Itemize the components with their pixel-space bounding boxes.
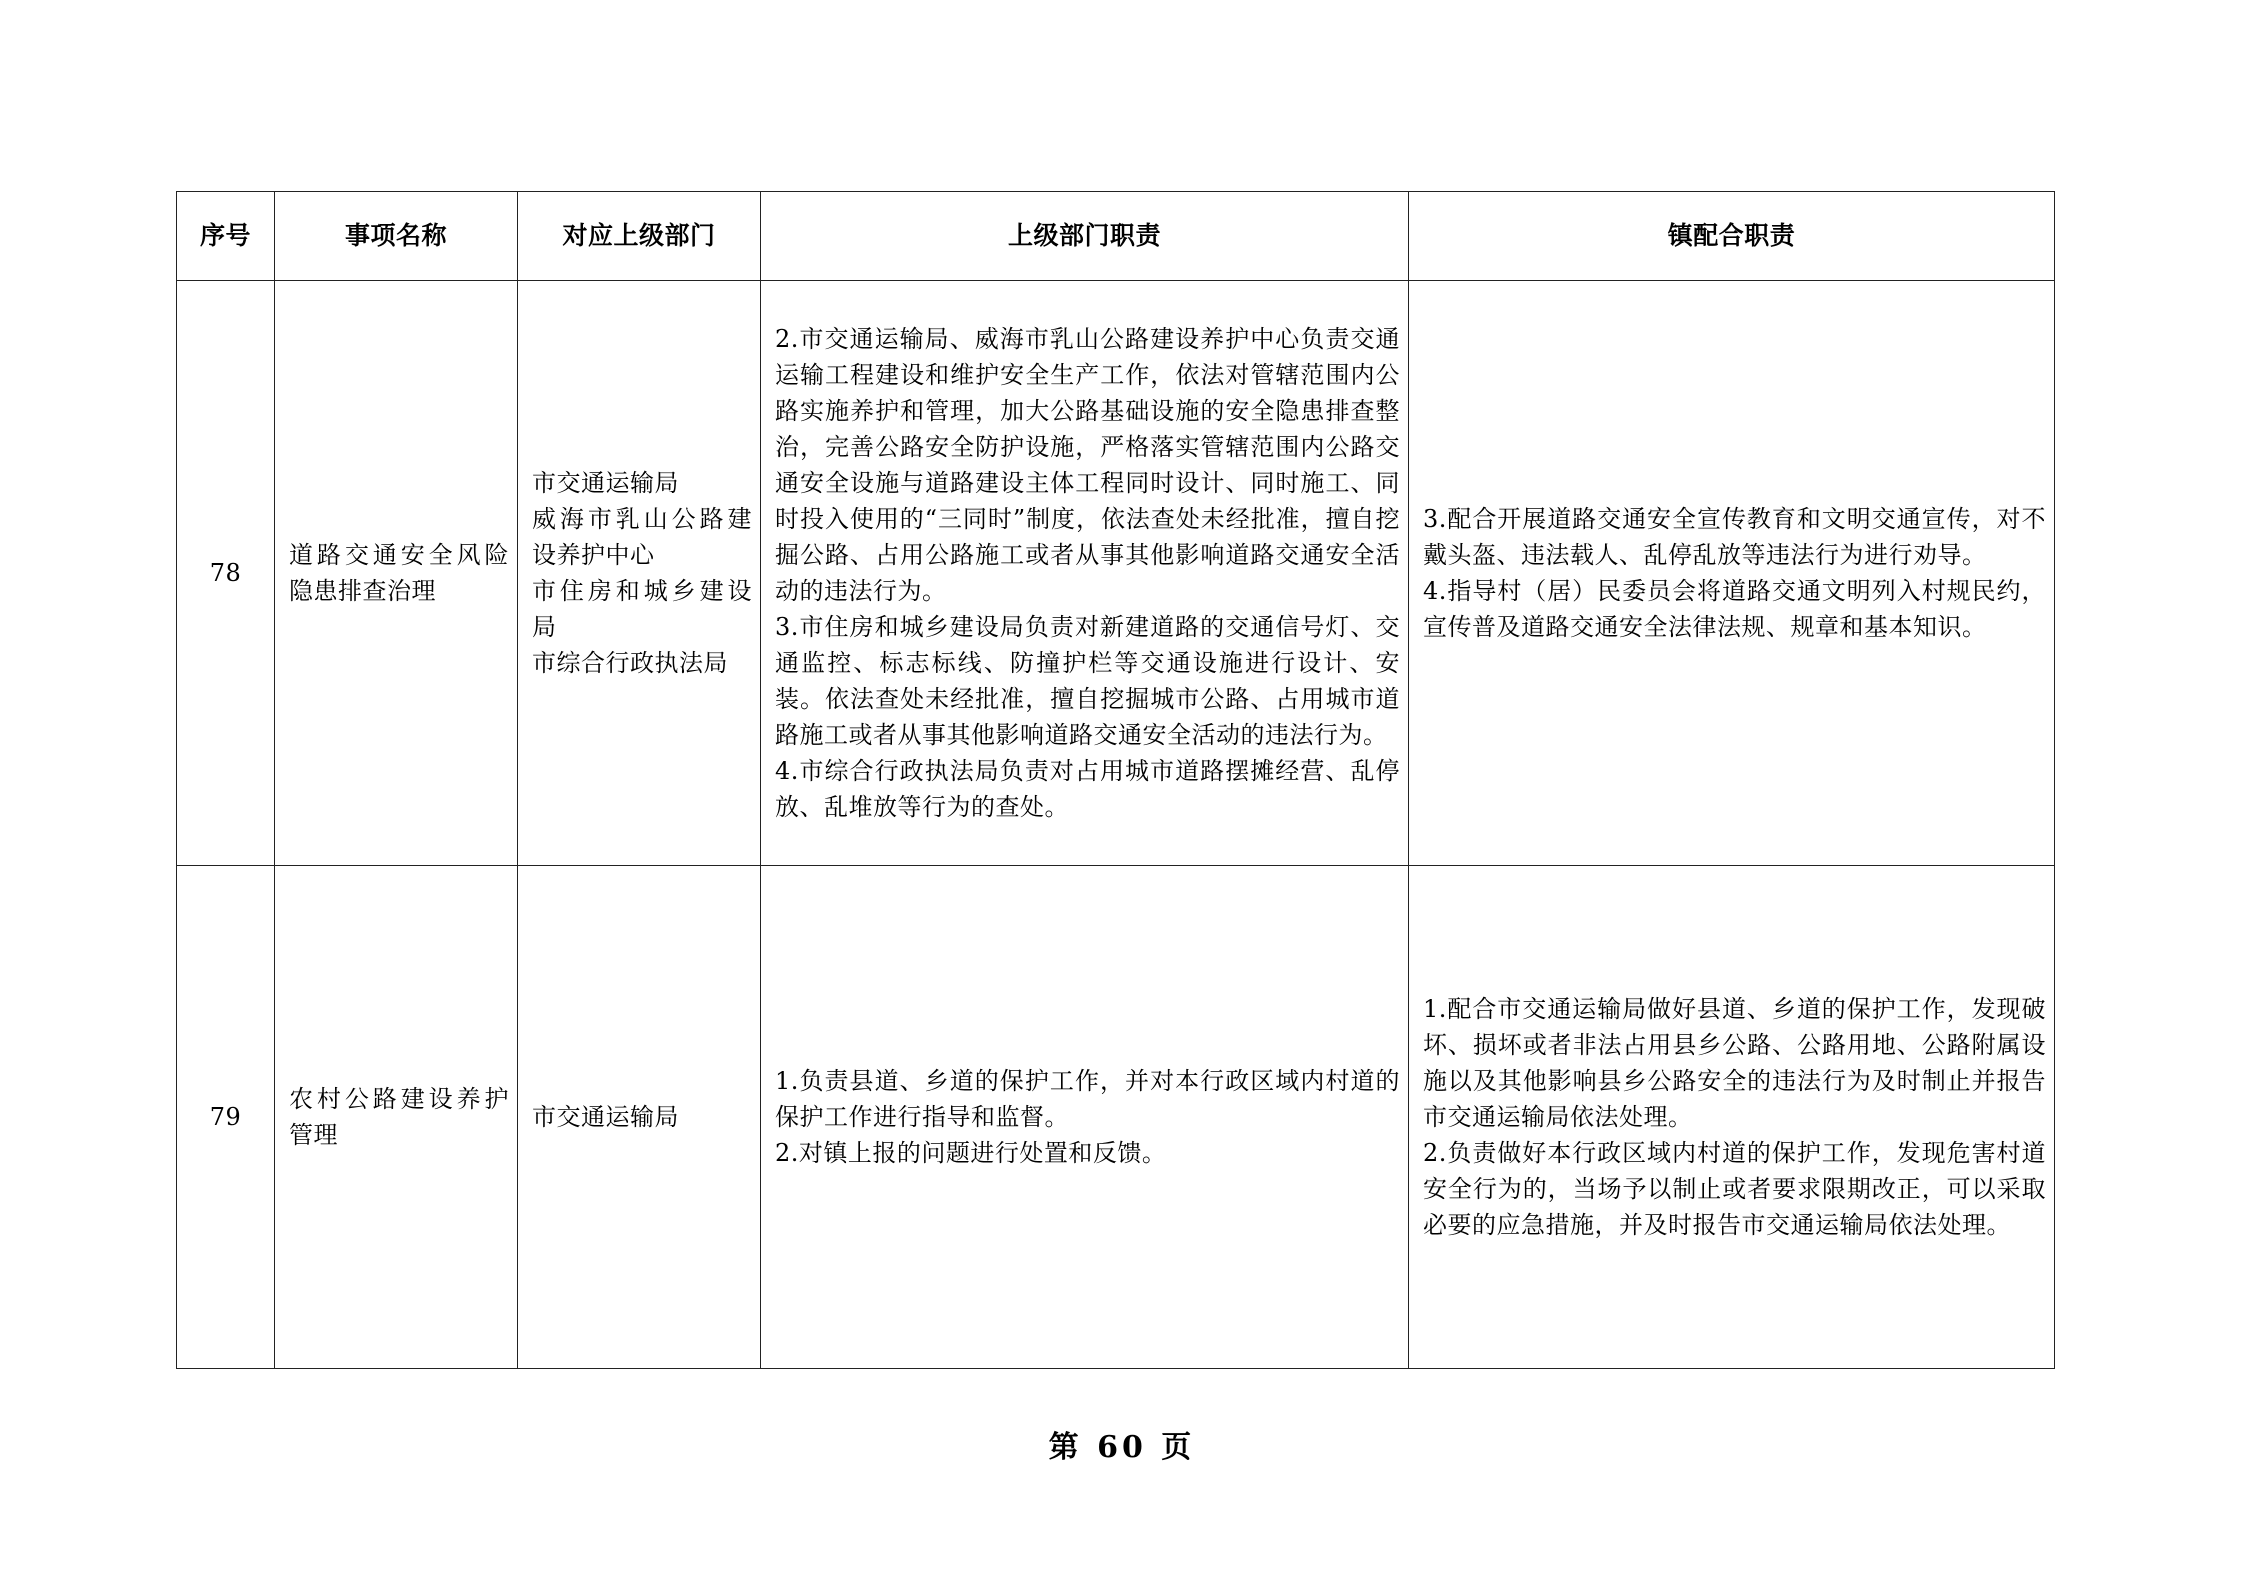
- table-header-row: [177, 192, 2055, 281]
- row-seq: 79: [177, 866, 275, 1369]
- row-item-name: 道路交通安全风险隐患排查治理: [275, 281, 518, 866]
- duty-paragraph: 1.负责县道、乡道的保护工作，并对本行政区域内村道的保护工作进行指导和监督。: [775, 1067, 1400, 1131]
- header-item-name: 事项名称: [275, 192, 518, 281]
- department-line: 威海市乳山公路建设养护中心: [532, 505, 752, 569]
- duty-paragraph: 1.配合市交通运输局做好县道、乡道的保护工作，发现破坏、损坏或者非法占用县乡公路、公路用地、公路附属设施以及其他影响县乡公路安全的违法行为及时制止并报告市交通运输局依法处理。: [1423, 995, 2046, 1131]
- row-item-name: 农村公路建设养护管理: [275, 866, 518, 1369]
- header-town-duties: 镇配合职责: [1409, 192, 2055, 281]
- duty-paragraph: 2.对镇上报的问题进行处置和反馈。: [775, 1139, 1167, 1167]
- department-line: 市交通运输局: [532, 469, 679, 497]
- table-row: [177, 866, 2055, 1369]
- duty-paragraph: 4.指导村（居）民委员会将道路交通文明列入村规民约，宣传普及道路交通安全法律法规、规章和基本知识。: [1423, 577, 2046, 641]
- duty-paragraph: 2.市交通运输局、威海市乳山公路建设养护中心负责交通运输工程建设和维护安全生产工作，依法对管辖范围内公路实施养护和管理，加大公路基础设施的安全隐患排查整治，完善公路安全防护设施，严格落实管辖范围内公路交通安全设施与道路建设主体工程同时设计、同时施工、同时投入使用的“三同时”制度，依法查处未经批准，擅自挖掘公路、占用公路施工或者从事其他影响道路交通安全活动的违法行为。: [775, 325, 1400, 605]
- row-superior-duties: [761, 866, 1409, 1369]
- header-superior-department: 对应上级部门: [518, 192, 761, 281]
- table-row: [177, 281, 2055, 866]
- duty-paragraph: 2.负责做好本行政区域内村道的保护工作，发现危害村道安全行为的，当场予以制止或者要求限期改正，可以采取必要的应急措施，并及时报告市交通运输局依法处理。: [1423, 1139, 2046, 1239]
- row-town-duties: [1409, 866, 2055, 1369]
- header-seq: 序号: [177, 192, 275, 281]
- department-line: 市综合行政执法局: [532, 649, 728, 677]
- department-line: 市住房和城乡建设局: [532, 577, 752, 641]
- duty-paragraph: 3.市住房和城乡建设局负责对新建道路的交通信号灯、交通监控、标志标线、防撞护栏等交通设施进行设计、安装。依法查处未经批准，擅自挖掘城市公路、占用城市道路施工或者从事其他影响道路交通安全活动的违法行为。: [775, 613, 1400, 749]
- page-number: 第 60 页: [1048, 1430, 1196, 1465]
- duty-paragraph: 3.配合开展道路交通安全宣传教育和文明交通宣传，对不戴头盔、违法载人、乱停乱放等违法行为进行劝导。: [1423, 505, 2046, 569]
- row-superior-duties: [761, 281, 1409, 866]
- header-superior-duties: 上级部门职责: [761, 192, 1409, 281]
- row-seq: 78: [177, 281, 275, 866]
- duty-paragraph: 4.市综合行政执法局负责对占用城市道路摆摊经营、乱停放、乱堆放等行为的查处。: [775, 757, 1400, 821]
- department-line: 市交通运输局: [532, 1103, 679, 1131]
- row-departments: [518, 281, 761, 866]
- row-town-duties: [1409, 281, 2055, 866]
- duty-table: [176, 191, 2055, 1369]
- row-departments: [518, 866, 761, 1369]
